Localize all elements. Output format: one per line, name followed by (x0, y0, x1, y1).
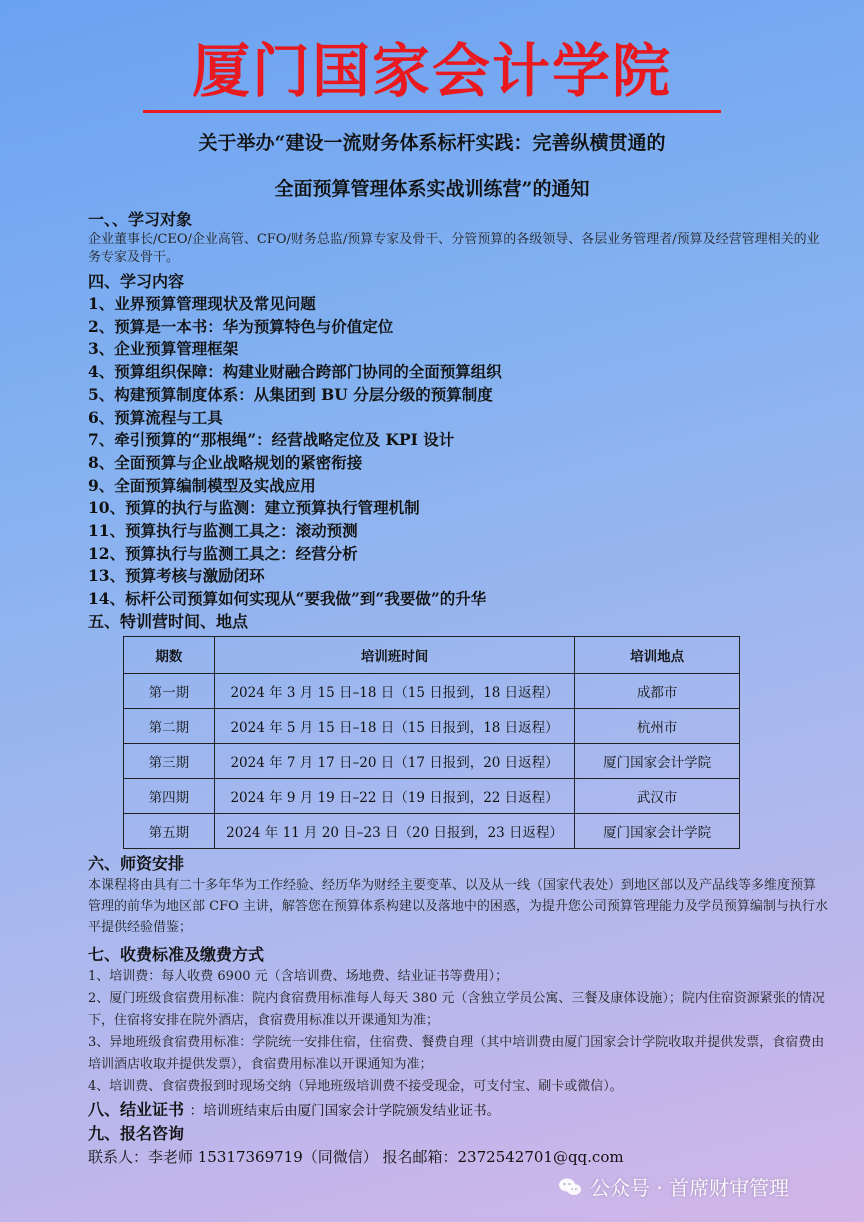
notice-body (88, 209, 828, 1169)
table-row (124, 708, 740, 743)
cell-session: 第三期 (124, 743, 215, 778)
section-8-heading: 八、结业证书 (88, 1099, 185, 1119)
header-time: 培训班时间 (214, 636, 574, 673)
cell-time: 2024 年 7 月 17 日–20 日（17 日报到，20 日返程） (214, 743, 574, 778)
cell-location: 杭州市 (575, 708, 740, 743)
watermark (558, 1172, 789, 1201)
fee-item: 3、异地班级食宿费用标准：学院统一安排住宿，住宿费、餐费自理（其中培训费由厦门国家会计学院收取并提供发票，食宿费由培训酒店收取并提供发票），食宿费用标准以开课通知为准； (88, 1034, 825, 1072)
cell-time: 2024 年 9 月 19 日–22 日（19 日报到，22 日返程） (214, 778, 574, 813)
section-1-heading: 一、、学习对象 (88, 210, 193, 229)
list-item: 11、预算执行与监测工具之：滚动预测 (88, 521, 358, 541)
title-underline (143, 110, 721, 113)
section-5-heading: 五、特训营时间、地点 (88, 611, 249, 631)
cell-session: 第二期 (124, 708, 215, 743)
section-6-heading: 六、师资安排 (88, 853, 185, 873)
section-4-heading: 四、学习内容 (88, 272, 185, 291)
section-1-text: 企业董事长/CEO/企业高管、CFO/财务总监/预算专家及骨干、分管预算的各级领导、各层业务管理者/预算及经营管理相关的业务专家及骨干。 (88, 232, 820, 265)
fee-item: 4、培训费、食宿费报到时现场交纳（异地班级培训费不接受现金，可支付宝、刷卡或微信）。 (88, 1078, 623, 1094)
cell-session: 第五期 (124, 813, 215, 848)
list-item: 7、牵引预算的“那根绳”：经营战略定位及 KPI 设计 (88, 430, 455, 450)
table-row (124, 743, 740, 778)
list-item: 14、标杆公司预算如何实现从“要我做”到“我要做”的升华 (88, 589, 487, 609)
watermark-text: 公众号 · 首席财审管理 (590, 1176, 790, 1200)
cell-location: 武汉市 (575, 778, 740, 813)
list-item: 12、预算执行与监测工具之：经营分析 (88, 543, 358, 563)
subtitle-line-1: 关于举办“建设一流财务体系标杆实践：完善纵横贯通的 (198, 132, 666, 154)
wechat-icon (558, 1177, 582, 1197)
section-9-heading: 九、报名咨询 (88, 1123, 185, 1143)
page-title: 厦门国家会计学院 (191, 37, 672, 105)
subtitle-line-2: 全面预算管理体系实战训练营”的通知 (274, 178, 590, 200)
cell-session: 第四期 (124, 778, 215, 813)
header-session: 期数 (124, 636, 215, 673)
fee-item: 2、厦门班级食宿费用标准：院内食宿费用标准每人每天 380 元（含独立学员公寓、三餐及康体设施）；院内住宿资源紧张的情况下，住宿将安排在院外酒店，食宿费用标准以开课通知为准； (88, 990, 825, 1028)
list-item: 8、全面预算与企业战略规划的紧密衔接 (88, 452, 363, 472)
header-location: 培训地点 (575, 636, 740, 673)
cell-location: 成都市 (575, 673, 740, 708)
section-8-text: ：培训班结束后由厦门国家会计学院颁发结业证书。 (189, 1102, 501, 1119)
list-item: 6、预算流程与工具 (88, 407, 223, 427)
cell-session: 第一期 (124, 673, 215, 708)
table-row (124, 813, 740, 848)
list-item: 1、业界预算管理现状及常见问题 (88, 294, 316, 313)
schedule-table (123, 636, 740, 849)
list-item: 4、预算组织保障：构建业财融合跨部门协同的全面预算组织 (88, 362, 502, 382)
list-item: 5、构建预算制度体系：从集团到 BU 分层分级的预算制度 (88, 384, 493, 404)
table-row (124, 673, 740, 708)
section-7-heading: 七、收费标准及缴费方式 (88, 944, 265, 964)
cell-time: 2024 年 3 月 15 日–18 日（15 日报到，18 日返程） (214, 673, 574, 708)
list-item: 9、全面预算编制模型及实战应用 (88, 475, 316, 495)
course-content-list (88, 293, 828, 611)
section-8 (88, 1098, 828, 1123)
fee-item: 1、培训费：每人收费 6900 元（含培训费、场地费、结业证书等费用）； (88, 968, 509, 984)
table-header-row (124, 636, 740, 673)
list-item: 3、企业预算管理框架 (88, 339, 239, 359)
list-item: 2、预算是一本书：华为预算特色与价值定位 (88, 316, 394, 336)
list-item: 10、预算的执行与监测：建立预算执行管理机制 (88, 498, 420, 518)
cell-location: 厦门国家会计学院 (575, 813, 740, 848)
cell-time: 2024 年 11 月 20 日–23 日（20 日报到，23 日返程） (214, 813, 574, 848)
contact-info: 联系人：李老师 15317369719（同微信） 报名邮箱：2372542701@qq.com (88, 1147, 624, 1166)
list-item: 13、预算考核与激励闭环 (88, 566, 265, 586)
section-6-text: 本课程将由具有二十多年华为工作经验、经历华为财经主要变革、以及从一线（国家代表处）到地区部以及产品线等多维度预算管理的前华为地区部 CFO 主讲，解答您在预算体系构建以及落地中的困惑，为提升您公司预算管理能力及学员预算编制与执行水平提供经验借鉴； (88, 877, 828, 935)
cell-time: 2024 年 5 月 15 日–18 日（15 日报到，18 日返程） (214, 708, 574, 743)
cell-location: 厦门国家会计学院 (575, 743, 740, 778)
table-row (124, 778, 740, 813)
